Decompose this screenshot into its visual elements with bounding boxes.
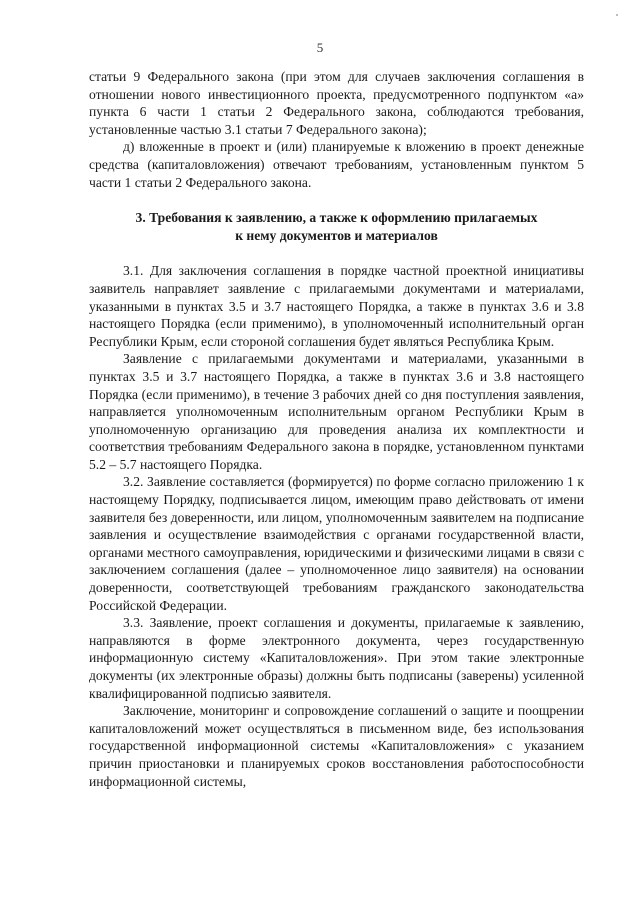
section-heading	[89, 209, 584, 244]
document-body	[89, 68, 584, 790]
section-heading-line-1: 3. Требования к заявлению, а также к оформлению прилагаемых	[135, 210, 538, 226]
paragraph-item-d: д) вложенные в проект и (или) планируемые к вложению в проект денежные средства (капиталовложения) отвечают требованиям, установленным пунктом 5 части 1 статьи 2 Федерального закона.	[89, 139, 584, 190]
paragraph-3-3: 3.3. Заявление, проект соглашения и документы, прилагаемые к заявлению, направляются в форме электронного документа, через государственную информационную систему «Капиталовложения». При этом такие электронные документы (их электронные образы) должны быть подписаны (заверены) усиленной квалифицированной подписью заявителя.	[89, 615, 584, 701]
paragraph-3-1-continued: Заявление с прилагаемыми документами и материалами, указанными в пунктах 3.5 и 3.7 настоящего Порядка, а также в пунктах 3.6 и 3.8 настоящего Порядка (если применимо), в течение 3 рабочих дней со дня поступления заявления, направляется уполномоченным исполнительным органом Республики Крым в уполномоченную организацию для проведения анализа их комплектности и соответствия требованиям Федерального закона в порядке, установленном пунктами 5.2 – 5.7 настоящего Порядка.	[89, 351, 584, 472]
page-number: 5	[316, 40, 324, 55]
section-heading-line-2: к нему документов и материалов	[235, 227, 438, 243]
paragraph-3-1: 3.1. Для заключения соглашения в порядке частной проектной инициативы заявитель направляет заявление с прилагаемыми документами и материалами, указанными в пунктах 3.5 и 3.7 настоящего Порядка, а также в пунктах 3.6 и 3.8 настоящего Порядка (если применимо), в уполномоченный исполнительный орган Республики Крым, если стороной соглашения будет являться Республика Крым.	[89, 263, 584, 349]
paragraph-3-3-continued: Заключение, мониторинг и сопровождение соглашений о защите и поощрении капиталовложений может осуществляться в письменном виде, без использования государственной информационной системы «Капиталовложения» с указанием причин приостановки и планируемых сроков восстановления работоспособности информационной системы,	[89, 703, 584, 789]
scan-speck	[616, 14, 618, 16]
paragraph-continuation: статьи 9 Федерального закона (при этом для случаев заключения соглашения в отношении нового инвестиционного проекта, предусмотренного подпунктом «а» пункта 6 части 1 статьи 2 Федерального закона, соблюдаются требования, установленные частью 3.1 статьи 7 Федерального закона);	[89, 69, 584, 137]
paragraph-3-2: 3.2. Заявление составляется (формируется) по форме согласно приложению 1 к настоящему Порядку, подписывается лицом, имеющим право действовать от имени заявителя без доверенности, или лицом, уполномоченным заявителем на подписание заявления и осуществление взаимодействия с органами государственной власти, органами местного самоуправления, юридическими и физическими лицами в связи с заключением соглашения (далее – уполномоченное лицо заявителя) на основании доверенности, соответствующей требованиям гражданского законодательства Российской Федерации.	[89, 474, 584, 613]
